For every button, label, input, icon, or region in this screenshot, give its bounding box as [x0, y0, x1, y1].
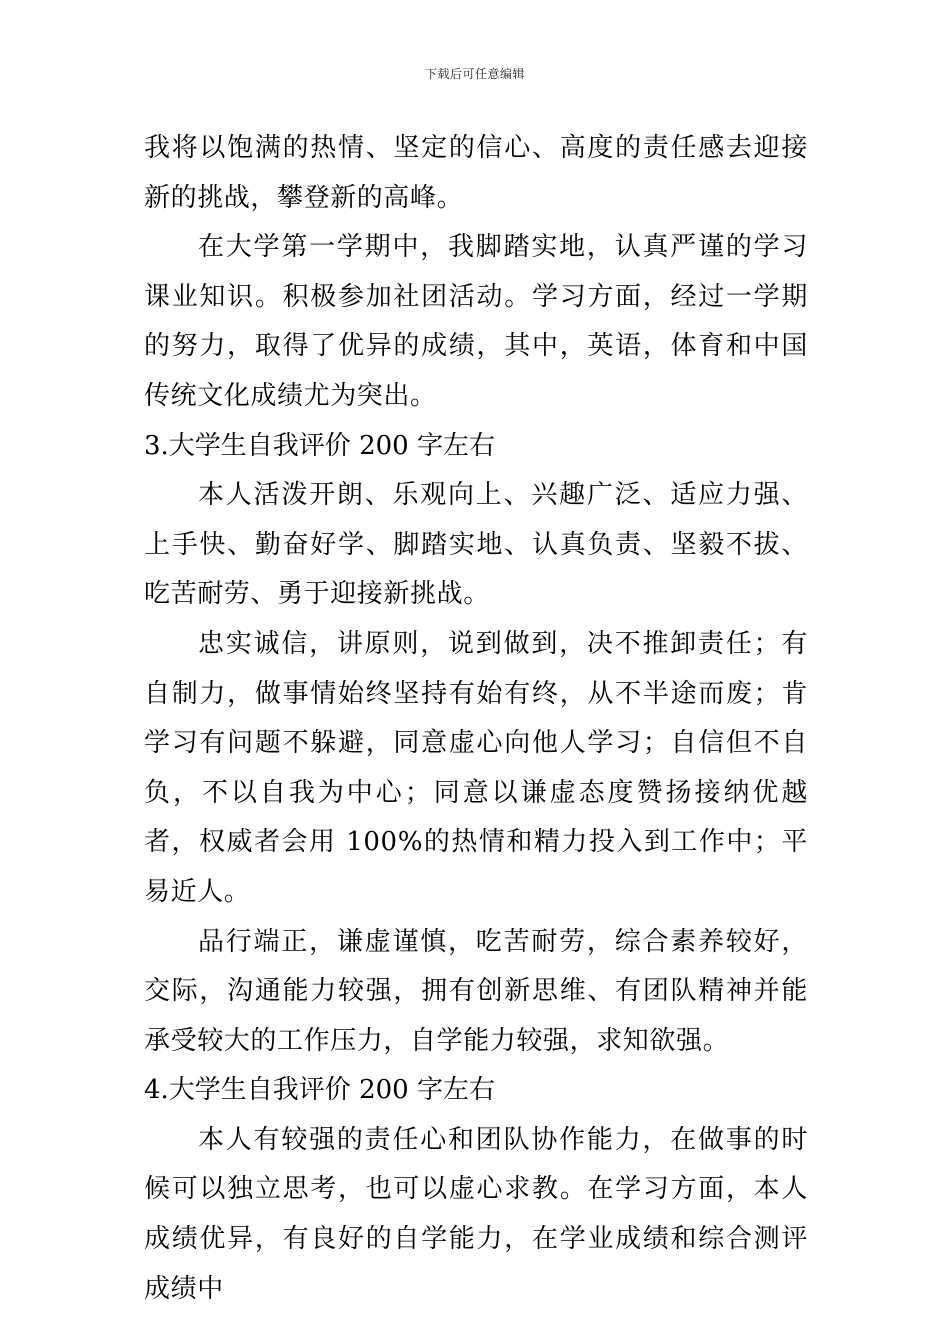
header-note: 下载后可任意编辑: [424, 67, 525, 81]
paragraph-continuation: 我将以饱满的热情、坚定的信心、高度的责任感去迎接新的挑战，攀登新的高峰。: [144, 133, 808, 213]
paragraph-character: 品行端正，谦虚谨慎，吃苦耐劳，综合素养较好，交际，沟通能力较强，拥有创新思维、有团队精神并能承受较大的工作压力，自学能力较强，求知欲强。: [144, 926, 808, 1056]
paragraph-responsibility: 本人有较强的责任心和团队协作能力，在做事的时候可以独立思考，也可以虚心求教。在学习方面，本人成绩优异，有良好的自学能力，在学业成绩和综合测评成绩中: [144, 1124, 808, 1304]
section-heading-4: 4.大学生自我评价 200 字左右: [144, 1075, 495, 1106]
paragraph-first-semester: 在大学第一学期中，我脚踏实地，认真严谨的学习课业知识。积极参加社团活动。学习方面，经过一学期的努力，取得了优异的成绩，其中，英语，体育和中国传统文化成绩尤为突出。: [144, 232, 808, 411]
section-heading-3: 3.大学生自我评价 200 字左右: [144, 430, 495, 461]
document-body: [144, 124, 808, 1314]
paragraph-integrity: 忠实诚信，讲原则，说到做到，决不推卸责任；有自制力，做事情始终坚持有始有终，从不半途而废；肯学习有问题不躲避，同意虚心向他人学习；自信但不自负，不以自我为中心；同意以谦虚态度赞扬接纳优越者，权威者会用 100%的热情和精力投入到工作中；平易近人。: [144, 628, 808, 907]
paragraph-personality: 本人活泼开朗、乐观向上、兴趣广泛、适应力强、上手快、勤奋好学、脚踏实地、认真负责、坚毅不拔、吃苦耐劳、勇于迎接新挑战。: [144, 480, 808, 610]
